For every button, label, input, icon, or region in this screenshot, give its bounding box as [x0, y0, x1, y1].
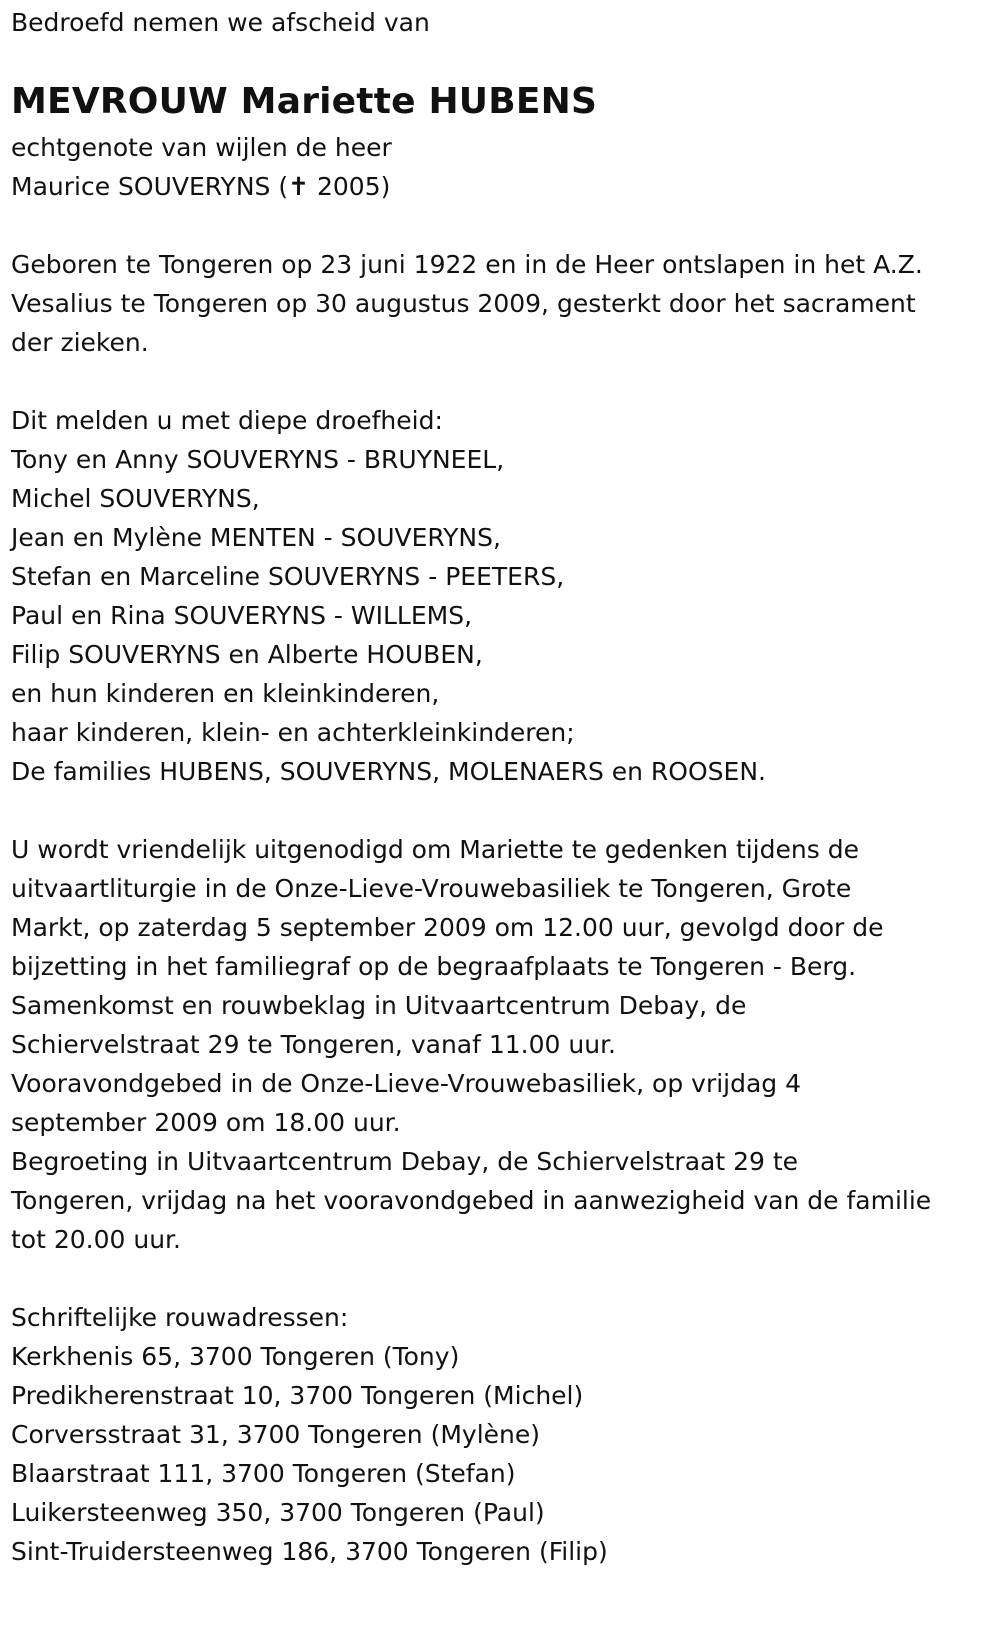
ceremony-line: tot 20.00 uur.: [11, 1225, 181, 1254]
ceremony-line: Markt, op zaterdag 5 september 2009 om 12.00 uur, gevolgd door de: [11, 913, 884, 942]
address-line: Kerkhenis 65, 3700 Tongeren (Tony): [11, 1342, 460, 1371]
announcement-heading: Dit melden u met diepe droefheid:: [11, 406, 443, 435]
ceremony-line: uitvaartliturgie in de Onze-Lieve-Vrouwebasiliek te Tongeren, Grote: [11, 874, 852, 903]
spacer: [11, 1259, 991, 1298]
spouse-line-2: Maurice SOUVERYNS (✝ 2005): [11, 172, 391, 201]
relative-line: Paul en Rina SOUVERYNS - WILLEMS,: [11, 601, 473, 630]
spacer: [11, 362, 991, 401]
address-line: Predikherenstraat 10, 3700 Tongeren (Michel): [11, 1381, 584, 1410]
spacer: [11, 791, 991, 830]
ceremony-line: bijzetting in het familiegraf op de begraafplaats te Tongeren - Berg.: [11, 952, 857, 981]
relative-line: De families HUBENS, SOUVERYNS, MOLENAERS en ROOSEN.: [11, 757, 766, 786]
ceremony-line: Tongeren, vrijdag na het vooravondgebed in aanwezigheid van de familie: [11, 1186, 932, 1215]
obituary-notice: [11, 3, 991, 1571]
relative-line: haar kinderen, klein- en achterkleinkinderen;: [11, 718, 575, 747]
deceased-name: MEVROUW Mariette HUBENS: [11, 81, 598, 122]
paragraph-line: Vesalius te Tongeren op 30 augustus 2009, gesterkt door het sacrament: [11, 289, 916, 318]
relative-line: Stefan en Marceline SOUVERYNS - PEETERS,: [11, 562, 565, 591]
paragraph-line: der zieken.: [11, 328, 149, 357]
ceremony-line: september 2009 om 18.00 uur.: [11, 1108, 401, 1137]
address-line: Sint-Truidersteenweg 186, 3700 Tongeren (Filip): [11, 1537, 608, 1566]
relative-line: en hun kinderen en kleinkinderen,: [11, 679, 440, 708]
ceremony-line: Schiervelstraat 29 te Tongeren, vanaf 11.00 uur.: [11, 1030, 616, 1059]
intro-text: Bedroefd nemen we afscheid van: [11, 8, 430, 37]
ceremony-line: Begroeting in Uitvaartcentrum Debay, de Schiervelstraat 29 te: [11, 1147, 799, 1176]
ceremony-section: [11, 830, 991, 1259]
spouse-line-1: echtgenote van wijlen de heer: [11, 133, 392, 162]
relative-line: Michel SOUVERYNS,: [11, 484, 260, 513]
address-line: Blaarstraat 111, 3700 Tongeren (Stefan): [11, 1459, 516, 1488]
relative-line: Tony en Anny SOUVERYNS - BRUYNEEL,: [11, 445, 505, 474]
address-line: Luikersteenweg 350, 3700 Tongeren (Paul): [11, 1498, 545, 1527]
relative-line: Jean en Mylène MENTEN - SOUVERYNS,: [11, 523, 501, 552]
ceremony-line: U wordt vriendelijk uitgenodigd om Mariette te gedenken tijdens de: [11, 835, 859, 864]
ceremony-line: Samenkomst en rouwbeklag in Uitvaartcentrum Debay, de: [11, 991, 747, 1020]
paragraph-line: Geboren te Tongeren op 23 juni 1922 en in de Heer ontslapen in het A.Z.: [11, 250, 923, 279]
address-line: Corversstraat 31, 3700 Tongeren (Mylène): [11, 1420, 541, 1449]
addresses-heading: Schriftelijke rouwadressen:: [11, 1303, 349, 1332]
addresses-section: [11, 1298, 991, 1571]
relative-line: Filip SOUVERYNS en Alberte HOUBEN,: [11, 640, 483, 669]
birth-death-paragraph: [11, 245, 991, 362]
announcement-section: [11, 401, 991, 791]
spacer: [11, 206, 991, 245]
ceremony-line: Vooravondgebed in de Onze-Lieve-Vrouwebasiliek, op vrijdag 4: [11, 1069, 802, 1098]
